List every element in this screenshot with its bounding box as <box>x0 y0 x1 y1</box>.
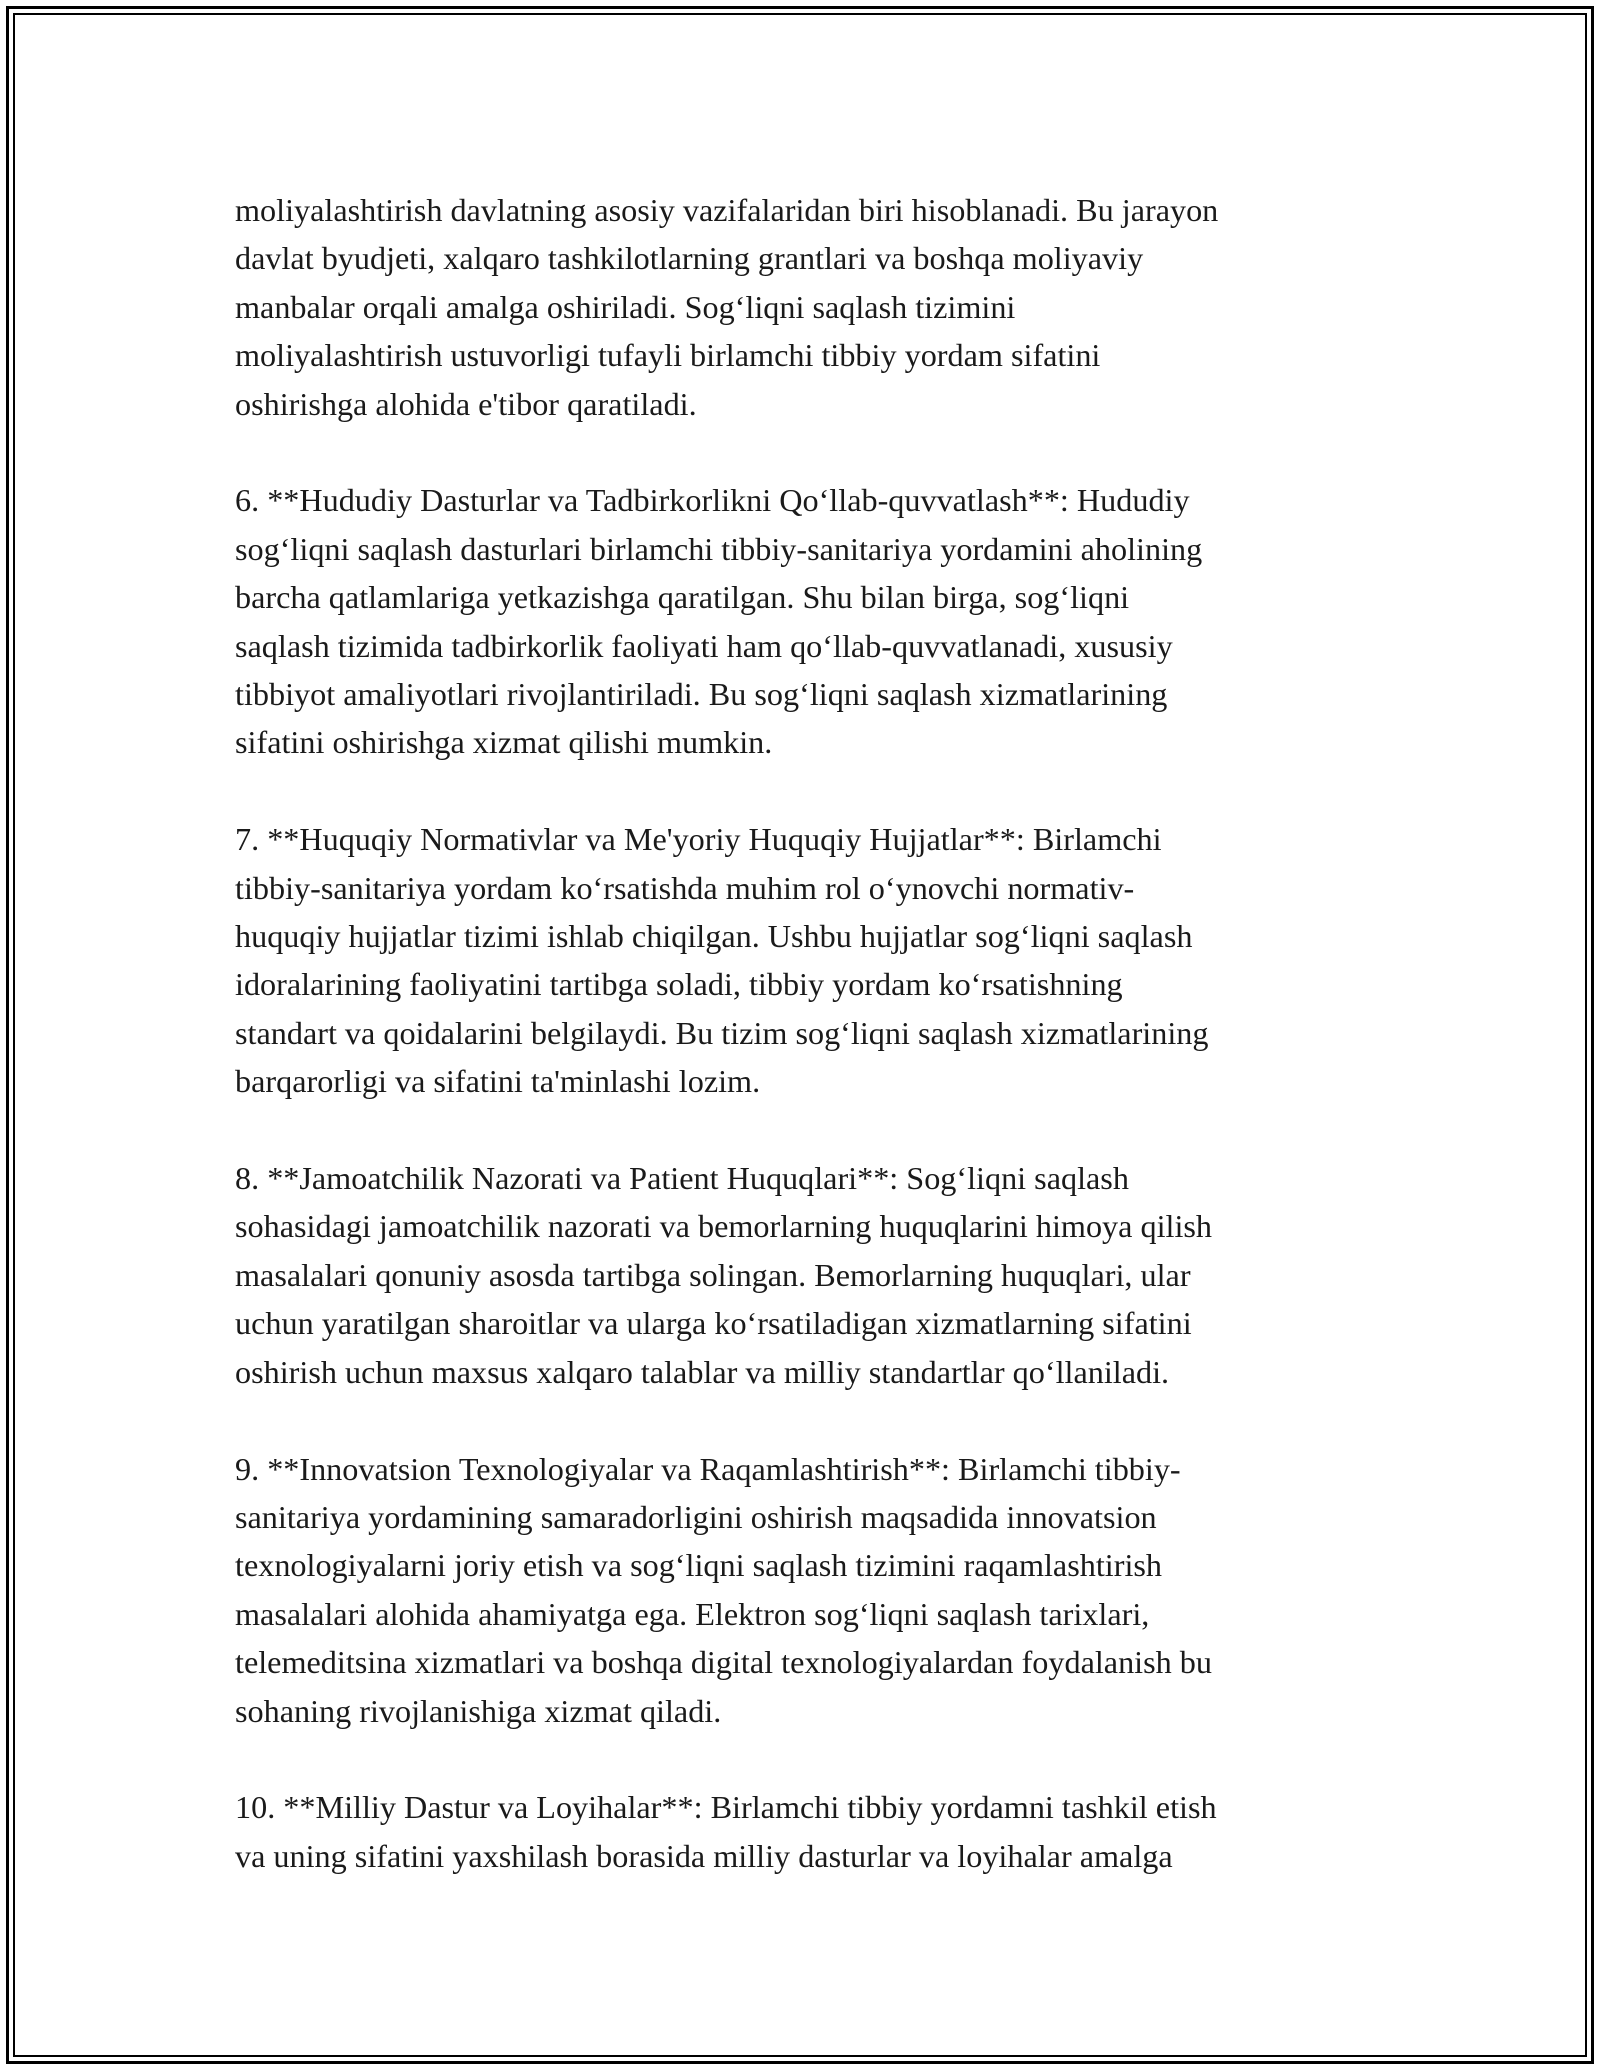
paragraph-financing-continuation: moliyalashtirish davlatning asosiy vazifalaridan biri hisoblanadi. Bu jarayon davlat byudjeti, xalqaro tashkilotlarning grantlari va boshqa moliyaviy manbalar orqali amalga oshiriladi. Sog‘liqni saqlash tizimini moliyalashtirish ustuvorligi tufayli birlamchi tibbiy yordam sifatini oshirishga alohida e'tibor qaratiladi. <box>235 192 1219 422</box>
document-body <box>235 186 1365 1880</box>
paragraph-item-10: 10. **Milliy Dastur va Loyihalar**: Birlamchi tibbiy yordamni tashkil etish va uning sifatini yaxshilash borasida milliy dasturlar va loyihalar amalga <box>235 1789 1217 1874</box>
paragraph-item-9: 9. **Innovatsion Texnologiyalar va Raqamlashtirish**: Birlamchi tibbiy- sanitariya yordamining samaradorligini oshirish maqsadida innovatsion texnologiyalarni joriy etish va sog‘liqni saqlash tizimini raqamlashtirish masalalari alohida ahamiyatga ega. Elektron sog‘liqni saqlash tarixlari, telemeditsina xizmatlari va boshqa digital texnologiyalardan foydalanish bu sohaning rivojlanishiga xizmat qiladi. <box>235 1450 1212 1729</box>
paragraph-item-8: 8. **Jamoatchilik Nazorati va Patient Huquqlari**: Sog‘liqni saqlash sohasidagi jamoatchilik nazorati va bemorlarning huquqlarini himoya qilish masalalari qonuniy asosda tartibga solingan. Bemorlarning huquqlari, ular uchun yaratilgan sharoitlar va ularga ko‘rsatiladigan xizmatlarning sifatini oshirish uchun maxsus xalqaro talablar va milliy standartlar qo‘llaniladi. <box>235 1160 1213 1390</box>
paragraph-item-6: 6. **Hududiy Dasturlar va Tadbirkorlikni Qo‘llab-quvvatlash**: Hududiy sog‘liqni saqlash dasturlari birlamchi tibbiy-sanitariya yordamini aholining barcha qatlamlariga yetkazishga qaratilgan. Shu bilan birga, sog‘liqni saqlash tizimida tadbirkorlik faoliyati ham qo‘llab-quvvatlanadi, xususiy tibbiyot amaliyotlari rivojlantiriladi. Bu sog‘liqni saqlash xizmatlarining sifatini oshirishga xizmat qilishi mumkin. <box>235 482 1203 761</box>
paragraph-item-7: 7. **Huquqiy Normativlar va Me'yoriy Huquqiy Hujjatlar**: Birlamchi tibbiy-sanitariya yordam ko‘rsatishda muhim rol o‘ynovchi normativ- huquqiy hujjatlar tizimi ishlab chiqilgan. Ushbu hujjatlar sog‘liqni saqlash idoralarining faoliyatini tartibga soladi, tibbiy yordam ko‘rsatishning standart va qoidalarini belgilaydi. Bu tizim sog‘liqni saqlash xizmatlarining barqarorligi va sifatini ta'minlashi lozim. <box>235 821 1209 1100</box>
